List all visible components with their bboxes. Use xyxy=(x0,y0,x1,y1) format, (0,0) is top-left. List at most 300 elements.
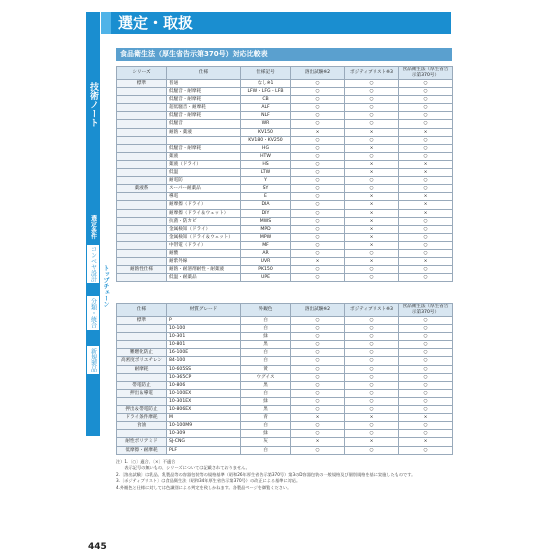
compat-mark-cell: ○ xyxy=(399,325,453,333)
table-cell: 10-100 xyxy=(167,325,241,333)
compat-mark-cell: ○ xyxy=(399,120,453,128)
compat-mark-cell: ○ xyxy=(345,152,399,160)
row-group-cell xyxy=(117,201,167,209)
compat-mark-cell: ○ xyxy=(291,249,345,257)
table-cell: 白 xyxy=(241,422,291,430)
table-cell: 84-100 xyxy=(167,357,241,365)
compat-mark-cell: ○ xyxy=(399,136,453,144)
compat-mark-cell: ○ xyxy=(291,317,345,325)
compat-mark-cell: ○ xyxy=(345,406,399,414)
table-cell: UVR xyxy=(241,258,291,266)
compat-mark-cell: × xyxy=(399,160,453,168)
compat-mark-cell: ○ xyxy=(345,373,399,381)
table-cell: 黄 xyxy=(241,365,291,373)
row-group-cell: 耐熱性仕様 xyxy=(117,266,167,274)
compat-mark-cell: ○ xyxy=(345,249,399,257)
row-group-cell xyxy=(117,274,167,282)
compat-mark-cell: ○ xyxy=(399,80,453,88)
table-row xyxy=(117,209,453,217)
compat-mark-cell: ○ xyxy=(399,365,453,373)
table-cell: 低騒音・耐摩耗 xyxy=(167,96,241,104)
table-cell: 16-100E xyxy=(167,349,241,357)
table-row xyxy=(117,241,453,249)
table-cell: LFW・LFG・LFB xyxy=(241,88,291,96)
compat-mark-cell: ○ xyxy=(345,381,399,389)
table-cell: MWS xyxy=(241,217,291,225)
table-cell: SJ-CNG xyxy=(167,438,241,446)
compat-mark-cell: ○ xyxy=(291,357,345,365)
row-group-cell xyxy=(117,233,167,241)
compat-mark-cell: × xyxy=(291,128,345,136)
row-group-cell xyxy=(117,341,167,349)
table-cell: スーパー耐薬品 xyxy=(167,185,241,193)
compat-mark-cell: ○ xyxy=(399,274,453,282)
table-cell: DIA xyxy=(241,201,291,209)
row-group-cell xyxy=(117,217,167,225)
table-cell: 普通 xyxy=(167,80,241,88)
compat-mark-cell: ○ xyxy=(291,104,345,112)
table-cell: CB xyxy=(241,96,291,104)
table-cell: E xyxy=(241,193,291,201)
compat-mark-cell: ○ xyxy=(291,274,345,282)
compat-mark-cell: ○ xyxy=(345,80,399,88)
column-header: 材質グレード xyxy=(167,304,241,317)
table-cell: SY xyxy=(241,185,291,193)
table-cell: PLF xyxy=(167,446,241,454)
table-cell: HG xyxy=(241,144,291,152)
compat-mark-cell: ○ xyxy=(291,406,345,414)
table-cell: 白 xyxy=(241,357,291,365)
compat-mark-cell: ○ xyxy=(291,177,345,185)
table-row xyxy=(117,177,453,185)
compat-mark-cell: ○ xyxy=(399,104,453,112)
compat-mark-cell: × xyxy=(399,201,453,209)
compat-mark-cell: ○ xyxy=(291,185,345,193)
compat-mark-cell: ○ xyxy=(399,241,453,249)
table-cell: 白 xyxy=(241,349,291,357)
row-group-cell xyxy=(117,152,167,160)
row-group-cell xyxy=(117,169,167,177)
page-number: 445 xyxy=(88,542,107,552)
table-row xyxy=(117,266,453,274)
table-row xyxy=(117,225,453,233)
table-cell: MF xyxy=(241,241,291,249)
table-row xyxy=(117,160,453,168)
table-row xyxy=(117,88,453,96)
table-cell: 青 xyxy=(241,414,291,422)
table-cell: DIY xyxy=(241,209,291,217)
compat-mark-cell: × xyxy=(345,233,399,241)
column-header: 外観色 xyxy=(241,304,291,317)
table-cell xyxy=(167,136,241,144)
compat-mark-cell: ○ xyxy=(291,144,345,152)
table-row xyxy=(117,365,453,373)
table-cell: 低騒音 xyxy=(167,120,241,128)
table-cell: 白 xyxy=(241,389,291,397)
column-header: 食品衛生法（厚生省告示第370号） xyxy=(399,304,453,317)
compat-mark-cell: ○ xyxy=(399,225,453,233)
compat-mark-cell: ○ xyxy=(291,397,345,405)
compat-mark-cell: ○ xyxy=(399,373,453,381)
footnote-line: 注）1.〔○〕適合、〔×〕不適合 xyxy=(116,459,176,464)
table-row xyxy=(117,249,453,257)
column-header: 食品衛生法（厚生省告示第370号） xyxy=(399,67,453,80)
row-group-cell: 食油 xyxy=(117,422,167,430)
table-cell: 白 xyxy=(241,317,291,325)
table-cell: 薬液 xyxy=(167,152,241,160)
table-cell: なし※1 xyxy=(241,80,291,88)
row-group-cell xyxy=(117,241,167,249)
table-cell: WR xyxy=(241,120,291,128)
table-cell: 緑 xyxy=(241,430,291,438)
column-header: 溶出試験※2 xyxy=(291,67,345,80)
compat-mark-cell: ○ xyxy=(345,349,399,357)
column-header: ポジティブリスト※3 xyxy=(345,67,399,80)
row-group-cell xyxy=(117,209,167,217)
compat-mark-cell: × xyxy=(345,225,399,233)
table-cell: ウグイス xyxy=(241,373,291,381)
table-cell: 耐熱・耐溶剤耐性・耐薬液 xyxy=(167,266,241,274)
column-header: 仕様記号 xyxy=(241,67,291,80)
compat-mark-cell: ○ xyxy=(291,120,345,128)
compat-mark-cell: × xyxy=(345,217,399,225)
column-header: ポジティブリスト※3 xyxy=(345,304,399,317)
table-cell: 耐電防 xyxy=(167,177,241,185)
compat-mark-cell: ○ xyxy=(345,120,399,128)
table-cell: 中帯電（ドライ） xyxy=(167,241,241,249)
compat-mark-cell: ○ xyxy=(399,88,453,96)
compat-mark-cell: ○ xyxy=(399,357,453,365)
table-row xyxy=(117,274,453,282)
table-row xyxy=(117,169,453,177)
compat-mark-cell: ○ xyxy=(399,422,453,430)
compat-mark-cell: × xyxy=(399,209,453,217)
table-cell: P xyxy=(167,317,241,325)
row-group-cell xyxy=(117,373,167,381)
table-cell: 黒 xyxy=(241,381,291,389)
compat-mark-cell: ○ xyxy=(291,112,345,120)
table-cell: 10-801 xyxy=(167,341,241,349)
compat-mark-cell: ○ xyxy=(291,349,345,357)
footnote-line: 表示記号の無いもの、シリーズについては記載されておりません。 xyxy=(116,465,250,471)
table-cell: KV180・KV250 xyxy=(241,136,291,144)
compat-mark-cell: ○ xyxy=(291,233,345,241)
table-cell: 薬液（ドライ） xyxy=(167,160,241,168)
table-cell: 低温 xyxy=(167,169,241,177)
compat-mark-cell: ○ xyxy=(399,217,453,225)
compat-mark-cell: ○ xyxy=(399,430,453,438)
table-cell: 黒 xyxy=(241,341,291,349)
table-cell: 低騒音・耐摩耗 xyxy=(167,88,241,96)
compat-mark-cell: × xyxy=(399,258,453,266)
compat-mark-cell: ○ xyxy=(291,193,345,201)
table-cell: NLF xyxy=(241,112,291,120)
row-group-cell xyxy=(117,225,167,233)
table-cell: MPD xyxy=(241,225,291,233)
table-row xyxy=(117,397,453,405)
compat-mark-cell: ○ xyxy=(399,381,453,389)
row-group-cell xyxy=(117,88,167,96)
compat-mark-cell: ○ xyxy=(291,169,345,177)
table-cell: PK150 xyxy=(241,266,291,274)
row-group-cell xyxy=(117,430,167,438)
compat-mark-cell: ○ xyxy=(399,185,453,193)
compat-mark-cell: ○ xyxy=(345,274,399,282)
title-accent xyxy=(101,12,111,34)
row-group-cell xyxy=(117,193,167,201)
row-group-cell: 耐摩耗 xyxy=(117,365,167,373)
nav-tab-0[interactable]: 選定条件 xyxy=(86,210,100,244)
compat-mark-cell: ○ xyxy=(291,201,345,209)
side-nav-label: トップチェーン xyxy=(102,265,109,307)
table-cell: MPW xyxy=(241,233,291,241)
table-cell: 10-806 xyxy=(167,381,241,389)
compat-mark-cell: × xyxy=(345,209,399,217)
table-cell: 緑 xyxy=(241,333,291,341)
row-group-cell xyxy=(117,128,167,136)
compat-mark-cell: × xyxy=(345,160,399,168)
table-cell: 緑 xyxy=(241,397,291,405)
compat-mark-cell: ○ xyxy=(345,333,399,341)
compat-mark-cell: ○ xyxy=(345,266,399,274)
row-group-cell: 高密度ポリエチレン xyxy=(117,357,167,365)
row-group-cell xyxy=(117,397,167,405)
table-row xyxy=(117,317,453,325)
compat-mark-cell: × xyxy=(345,438,399,446)
compat-mark-cell: ○ xyxy=(399,266,453,274)
compat-mark-cell: ○ xyxy=(345,96,399,104)
table-cell: 10-806EX xyxy=(167,406,241,414)
table-cell: 10-100M9 xyxy=(167,422,241,430)
compat-mark-cell: × xyxy=(345,241,399,249)
compat-mark-cell: ○ xyxy=(399,333,453,341)
compat-mark-cell: ○ xyxy=(399,233,453,241)
table-row xyxy=(117,96,453,104)
page-title: 選定・取扱 xyxy=(118,14,194,32)
footnotes xyxy=(116,459,452,491)
table-row xyxy=(117,373,453,381)
table-cell: KV150 xyxy=(241,128,291,136)
table-cell: 10-365CP xyxy=(167,373,241,381)
column-header: 溶出試験※2 xyxy=(291,304,345,317)
row-group-cell xyxy=(117,144,167,152)
row-group-cell: 押出＆導電 xyxy=(117,389,167,397)
section-subtitle: 食品衛生法（厚生省告示第370号）対応比較表 xyxy=(120,50,268,58)
table-row xyxy=(117,422,453,430)
row-group-cell: 帯電防止 xyxy=(117,381,167,389)
table-row xyxy=(117,349,453,357)
compat-mark-cell: ○ xyxy=(291,373,345,381)
table-row xyxy=(117,357,453,365)
compat-mark-cell: ○ xyxy=(345,325,399,333)
table-row xyxy=(117,430,453,438)
table-cell: 10-309 xyxy=(167,430,241,438)
compat-mark-cell: × xyxy=(291,414,345,422)
table-cell: 耐摩擦（ドライ＆ウェット） xyxy=(167,209,241,217)
compat-mark-cell: ○ xyxy=(345,430,399,438)
compat-mark-cell: ○ xyxy=(345,446,399,454)
compat-mark-cell: ○ xyxy=(399,249,453,257)
compat-mark-cell: ○ xyxy=(399,397,453,405)
table-row xyxy=(117,201,453,209)
compat-mark-cell: ○ xyxy=(345,365,399,373)
compat-mark-cell: ○ xyxy=(345,185,399,193)
table-row xyxy=(117,193,453,201)
table-row xyxy=(117,233,453,241)
compat-mark-cell: ○ xyxy=(399,144,453,152)
row-group-cell: 薬液系 xyxy=(117,185,167,193)
table-cell: LTW xyxy=(241,169,291,177)
compat-mark-cell: ○ xyxy=(399,96,453,104)
material-compat-table xyxy=(116,303,453,455)
table-cell: 黒 xyxy=(241,406,291,414)
compat-mark-cell: × xyxy=(345,144,399,152)
compat-mark-cell: × xyxy=(399,193,453,201)
compat-mark-cell: ○ xyxy=(291,341,345,349)
table-row xyxy=(117,258,453,266)
compat-mark-cell: ○ xyxy=(291,365,345,373)
table-row xyxy=(117,152,453,160)
row-group-cell xyxy=(117,258,167,266)
table-cell: 10-301 xyxy=(167,333,241,341)
nav-tab-3[interactable]: 新規製品 xyxy=(86,345,100,375)
table-row xyxy=(117,341,453,349)
compat-mark-cell: ○ xyxy=(345,136,399,144)
table-cell: 灰 xyxy=(241,438,291,446)
compat-mark-cell: ○ xyxy=(399,317,453,325)
table-cell: 超低騒音・耐摩耗 xyxy=(167,104,241,112)
compat-mark-cell: ○ xyxy=(399,446,453,454)
table-row xyxy=(117,325,453,333)
compat-mark-cell: ○ xyxy=(399,341,453,349)
footnote-line: 2.〔溶出試験〕は乳品、乳製品等の容器包装等の規格基準（昭和26年厚生省告示第370号）第3のD容器包装の一般規格及び個別規格を基に実施したものです。 xyxy=(116,471,416,477)
row-group-cell xyxy=(117,160,167,168)
column-header: 仕様 xyxy=(117,304,167,317)
table-cell: 耐熱・薬液 xyxy=(167,128,241,136)
compat-mark-cell: × xyxy=(345,169,399,177)
compat-mark-cell: ○ xyxy=(291,217,345,225)
compat-mark-cell: × xyxy=(399,438,453,446)
compat-mark-cell: ○ xyxy=(345,104,399,112)
table-cell: 白 xyxy=(241,325,291,333)
table-cell: 耐紫外線 xyxy=(167,258,241,266)
table-row xyxy=(117,185,453,193)
table-row xyxy=(117,414,453,422)
table-cell: 耐酸 xyxy=(167,249,241,257)
table-cell: M xyxy=(167,414,241,422)
table-row xyxy=(117,112,453,120)
table-cell: 低温・耐薬品 xyxy=(167,274,241,282)
compat-mark-cell: ○ xyxy=(345,341,399,349)
compat-mark-cell: ○ xyxy=(345,177,399,185)
table-cell: 金属検知（ドライ） xyxy=(167,225,241,233)
table-cell: Y xyxy=(241,177,291,185)
table-cell: 白 xyxy=(241,446,291,454)
compat-mark-cell: ○ xyxy=(291,160,345,168)
table-row xyxy=(117,80,453,88)
row-group-cell xyxy=(117,112,167,120)
compat-mark-cell: ○ xyxy=(345,357,399,365)
compat-mark-cell: ○ xyxy=(291,152,345,160)
compat-mark-cell: × xyxy=(399,169,453,177)
compat-mark-cell: ○ xyxy=(291,136,345,144)
table-row xyxy=(117,389,453,397)
row-group-cell: 低摩擦・耐摩耗 xyxy=(117,446,167,454)
row-group-cell: ドライ条件摩耗 xyxy=(117,414,167,422)
row-group-cell xyxy=(117,136,167,144)
table-row xyxy=(117,381,453,389)
compat-mark-cell: ○ xyxy=(291,241,345,249)
column-header: 仕様 xyxy=(167,67,241,80)
row-group-cell xyxy=(117,325,167,333)
table-row xyxy=(117,104,453,112)
table-cell: 導電 xyxy=(167,193,241,201)
compat-mark-cell: ○ xyxy=(399,177,453,185)
table-cell: ALF xyxy=(241,104,291,112)
compat-mark-cell: × xyxy=(345,193,399,201)
table-row xyxy=(117,333,453,341)
series-compat-table xyxy=(116,66,453,282)
compat-mark-cell: ○ xyxy=(291,333,345,341)
row-group-cell xyxy=(117,120,167,128)
table-cell: UPE xyxy=(241,274,291,282)
compat-mark-cell: ○ xyxy=(345,112,399,120)
row-group-cell: 標準 xyxy=(117,80,167,88)
side-nav-header: 技術ノート xyxy=(88,81,98,127)
compat-mark-cell: × xyxy=(345,128,399,136)
table-row xyxy=(117,446,453,454)
compat-mark-cell: × xyxy=(345,414,399,422)
row-group-cell xyxy=(117,177,167,185)
table-cell: 10-605SS xyxy=(167,365,241,373)
table-cell: 抗菌・防カビ xyxy=(167,217,241,225)
table-row xyxy=(117,136,453,144)
table-cell: HTW xyxy=(241,152,291,160)
table-cell: 低騒音・耐摩耗 xyxy=(167,144,241,152)
row-group-cell xyxy=(117,333,167,341)
table-cell: 低騒音・耐摩耗 xyxy=(167,112,241,120)
compat-mark-cell: × xyxy=(345,258,399,266)
compat-mark-cell: ○ xyxy=(345,389,399,397)
compat-mark-cell: ○ xyxy=(399,112,453,120)
row-group-cell xyxy=(117,249,167,257)
table-cell: HS xyxy=(241,160,291,168)
compat-mark-cell: ○ xyxy=(291,225,345,233)
table-cell: 耐摩擦（ドライ） xyxy=(167,201,241,209)
row-group-cell: 押出＆帯電防止 xyxy=(117,406,167,414)
compat-mark-cell: ○ xyxy=(345,397,399,405)
row-group-cell: 標準 xyxy=(117,317,167,325)
compat-mark-cell: × xyxy=(291,438,345,446)
compat-mark-cell: × xyxy=(399,414,453,422)
table-row xyxy=(117,438,453,446)
table-row xyxy=(117,120,453,128)
table-row xyxy=(117,217,453,225)
table-cell: 10-301EX xyxy=(167,397,241,405)
nav-tab-1[interactable]: コンベヤ設計 xyxy=(86,244,100,284)
compat-mark-cell: × xyxy=(399,128,453,136)
compat-mark-cell: ○ xyxy=(291,325,345,333)
compat-mark-cell: ○ xyxy=(291,430,345,438)
compat-mark-cell: ○ xyxy=(291,381,345,389)
compat-mark-cell: ○ xyxy=(345,422,399,430)
table-row xyxy=(117,144,453,152)
compat-mark-cell: ○ xyxy=(291,389,345,397)
nav-tab-2[interactable]: 分類・統合 xyxy=(86,295,100,331)
column-header: シリーズ xyxy=(117,67,167,80)
compat-mark-cell: ○ xyxy=(291,209,345,217)
footnote-line: 3.〔ポジティブリスト〕は食品衛生法（昭和34年厚生省告示第370号）の改正による基準に対応。 xyxy=(116,478,301,484)
